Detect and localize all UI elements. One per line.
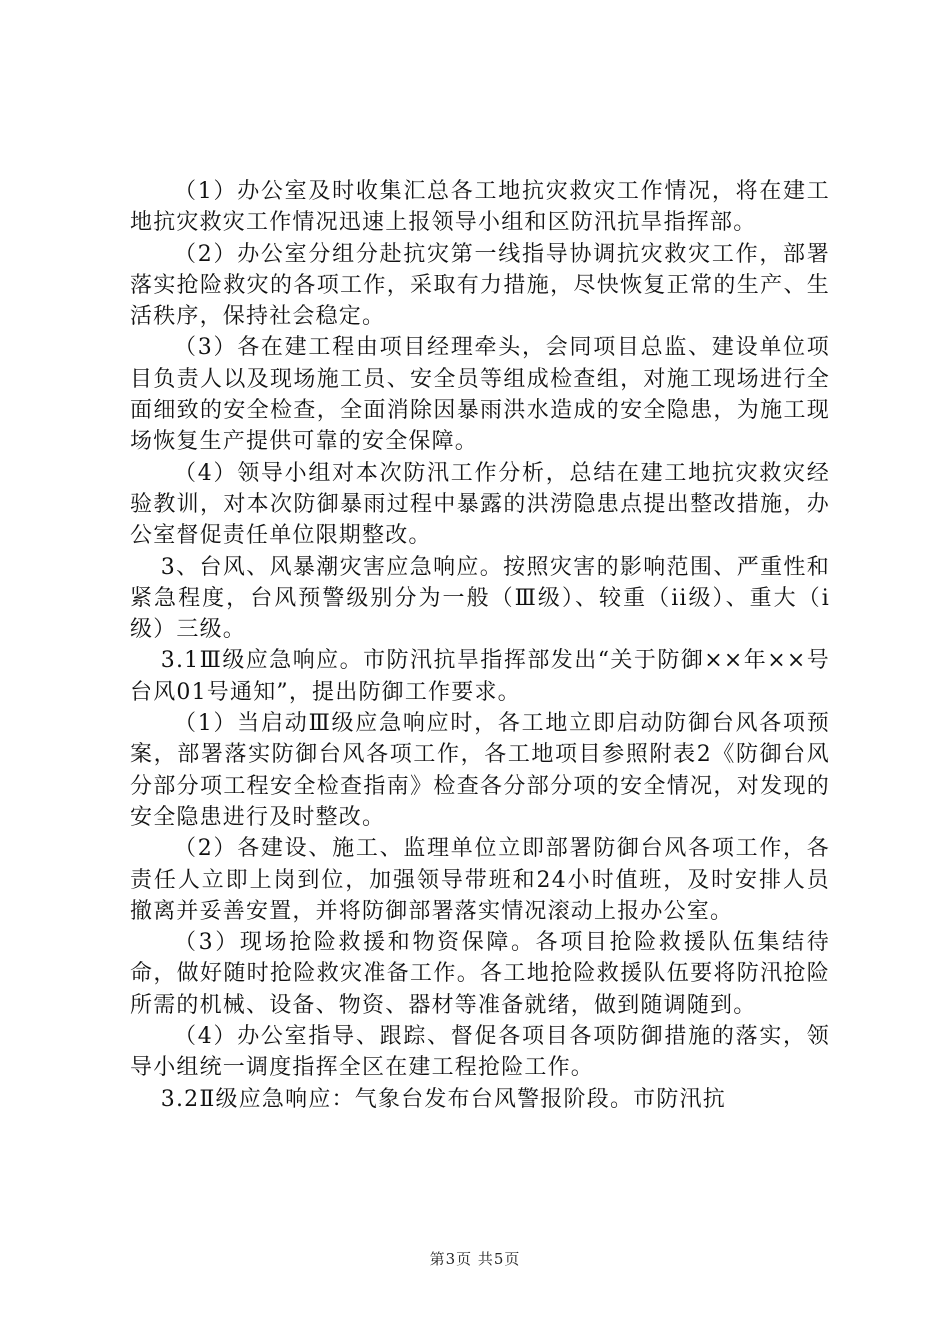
page-number-footer: 第3页 共5页 (429, 1250, 521, 1268)
paragraph-item-4: （4）领导小组对本次防汛工作分析，总结在建工地抗灾救灾经验教训，对本次防御暴雨过程中暴露的洪涝隐患点提出整改措施，办公室督促责任单位限期整改。 (130, 460, 830, 549)
paragraph-3-1-item-1: （1）当启动Ⅲ级应急响应时，各工地立即启动防御台风各项预案，部署落实防御台风各项工作，各工地项目参照附表2《防御台风分部分项工程安全检查指南》检查各分部分项的安全情况，对发现的安全隐患进行及时整改。 (130, 711, 830, 830)
paragraph-3-1-item-2: （2）各建设、施工、监理单位立即部署防御台风各项工作，各责任人立即上岗到位，加强领导带班和24小时值班，及时安排人员撤离并妥善安置，并将防御部署落实情况滚动上报办公室。 (130, 836, 830, 924)
document-body (130, 176, 830, 1115)
paragraph-item-2: （2）办公室分组分赴抗灾第一线指导协调抗灾救灾工作，部署落实抢险救灾的各项工作，采取有力措施，尽快恢复正常的生产、生活秩序，保持社会稳定。 (130, 241, 830, 330)
paragraph-3-1-item-4: （4）办公室指导、跟踪、督促各项目各项防御措施的落实，领导小组统一调度指挥全区在建工程抢险工作。 (130, 1024, 830, 1081)
paragraph-3-1-item-3: （3）现场抢险救援和物资保障。各项目抢险救援队伍集结待命，做好随时抢险救灾准备工作。各工地抢险救援队伍要将防汛抢险所需的机械、设备、物资、器材等准备就绪，做到随调随到。 (130, 930, 830, 1018)
section-3-heading: 3、台风、风暴潮灾害应急响应。按照灾害的影响范围、严重性和紧急程度，台风预警级别分为一般（Ⅲ级）、较重（ii级）、重大（i级）三级。 (130, 554, 830, 643)
section-3-1-heading: 3.1Ⅲ级应急响应。市防汛抗旱指挥部发出“关于防御××年××号台风01号通知”，提出防御工作要求。 (130, 648, 830, 705)
paragraph-item-1: （1）办公室及时收集汇总各工地抗灾救灾工作情况，将在建工地抗灾救灾工作情况迅速上报领导小组和区防汛抗旱指挥部。 (130, 179, 830, 236)
section-3-2-heading: 3.2Ⅱ级应急响应：气象台发布台风警报阶段。市防汛抗 (160, 1086, 726, 1112)
paragraph-item-3: （3）各在建工程由项目经理牵头，会同项目总监、建设单位项目负责人以及现场施工员、安全员等组成检查组，对施工现场进行全面细致的安全检查，全面消除因暴雨洪水造成的安全隐患，为施工现场恢复生产提供可靠的安全保障。 (130, 335, 830, 455)
